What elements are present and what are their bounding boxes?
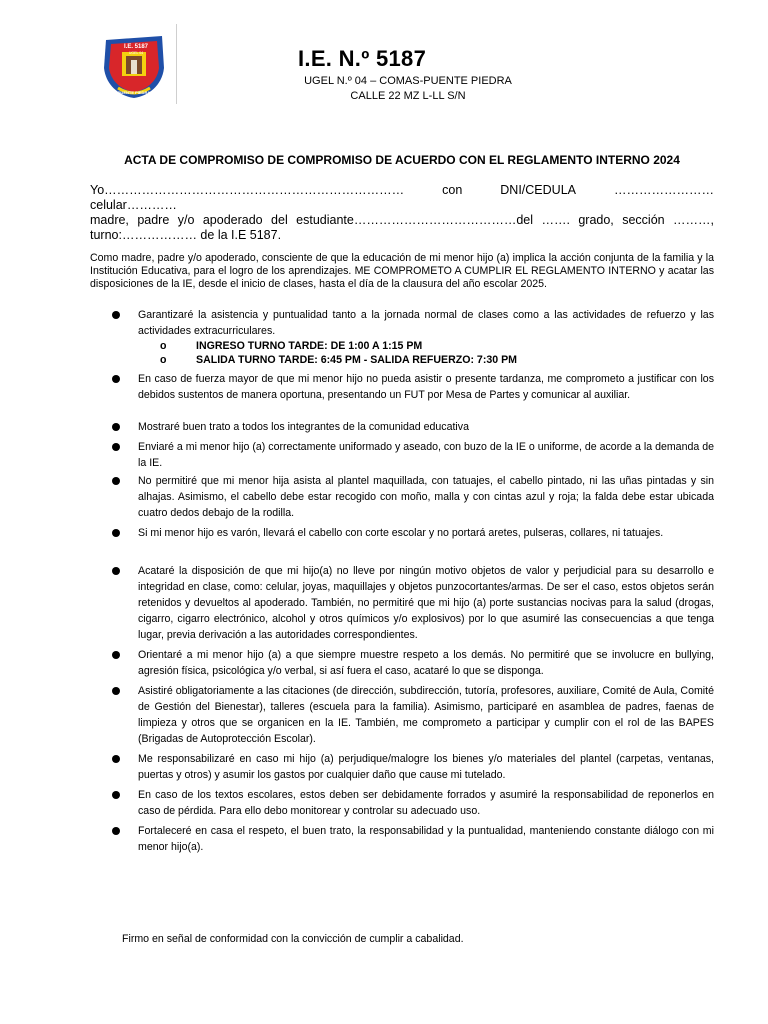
dni-blank: ……………………: [613, 183, 714, 197]
commitment-item: [112, 787, 714, 819]
commitment-text: Garantizaré la asistencia y puntualidad tanto a la jornada normal de clases como a las actividades de refuerzo y las actividades extracurriculares.: [138, 309, 714, 337]
commitment-item: [112, 683, 714, 747]
commitment-text: Me responsabilizaré en caso mi hijo (a) perjudique/malogre los bienes y/o materiales del plantel (carpetas, ventanas, puertas y otros) y asumir los gastos por cualquier daño que cause mi tutelado.: [138, 753, 714, 781]
bullet-icon: [112, 827, 120, 835]
bullet-icon: [112, 755, 120, 763]
bullet-icon: [112, 477, 120, 485]
bullet-icon: [112, 375, 120, 383]
school-title: I.E. N.º 5187: [298, 46, 427, 71]
schedule-subitem: [138, 339, 714, 353]
con-label: con: [442, 183, 463, 197]
intro-paragraph: Como madre, padre y/o apoderado, consciente de que la educación de mi menor hijo (a) implica la acción conjunta de la familia y la Institución Educativa, para el logro de los aprendizajes. ME COMPROMETO A CUMPLIR EL REGLAMENTO INTERNO y acatar las disposiciones de la IE, desde el inicio de clases, hasta el día de la clausura del año escolar 2025.: [90, 252, 714, 291]
school-crest-icon: [100, 30, 168, 100]
commitment-text: Asistiré obligatoriamente a las citaciones (de dirección, subdirección, tutoría, profesores, auxiliare, Comité de Aula, Comité de Gestión del Bienestar), talleres (escuela para la familia). Asimismo, participaré en asamblea de padres, faenas de limpieza y otros que se organicen en la IE. También, me comprometo a participar y cumplir con el rol de las BAPES (Brigadas de Autoprotección Escolar).: [138, 685, 714, 745]
bullet-icon: [112, 791, 120, 799]
commitment-item: [112, 439, 714, 471]
school-logo-frame: [90, 24, 177, 104]
commitment-item: [112, 751, 714, 783]
commitment-text: Fortaleceré en casa el respeto, el buen trato, la responsabilidad y la puntualidad, manteniendo constante diálogo con mi menor hijo(a).: [138, 825, 714, 853]
commitment-text: No permitiré que mi menor hija asista al plantel maquillada, con tatuajes, el cabello pintado, ni las uñas pintadas y sin alhajas. Asimismo, el cabello debe estar recogido con moño, malla y con cintas azul y roja; la falda debe estar ubicada cuatro dedos debajo de la rodilla.: [138, 475, 714, 519]
parent-info-form: [90, 183, 714, 243]
svg-text:UGEL 04: UGEL 04: [128, 51, 144, 55]
document-title: ACTA DE COMPROMISO DE COMPROMISO DE ACUERDO CON EL REGLAMENTO INTERNO 2024: [124, 153, 680, 167]
commitment-list: [112, 307, 714, 855]
form-row-student: madre, padre y/o apoderado del estudiante…………………………………del ……. grado, sección ………,: [90, 213, 714, 227]
commitment-text: En caso de fuerza mayor de que mi menor hijo no pueda asistir o presente tardanza, me comprometo a justificar con los debidos sustentos de manera oportuna, presentando un FUT por Mesa de Partes y comunicar al auxiliar.: [138, 373, 714, 401]
dni-label: DNI/CEDULA: [500, 183, 576, 197]
commitment-item: [112, 823, 714, 855]
commitment-item: [112, 419, 714, 435]
school-address-line: CALLE 22 MZ L-LL S/N: [350, 90, 466, 102]
commitment-text: Orientaré a mi menor hijo (a) a que siempre muestre respeto a los demás. No permitiré que se involucre en bullying, agresión física, psicológica y/o verbal, si así fuera el caso, acataré lo que se disponga.: [138, 649, 714, 677]
commitment-text: En caso de los textos escolares, estos deben ser debidamente forrados y asumiré la responsabilidad de reponerlos en caso de pérdida. Para ello debo monitorear y controlar su adecuado uso.: [138, 789, 714, 817]
subitem-marker: o: [160, 354, 167, 366]
bullet-icon: [112, 529, 120, 537]
bullet-icon: [112, 443, 120, 451]
form-row-turno: turno:……………… de la I.E 5187.: [90, 228, 282, 242]
commitment-item: [112, 473, 714, 521]
commitment-item: [112, 525, 714, 541]
bullet-icon: [112, 311, 120, 319]
subitem-text: INGRESO TURNO TARDE: DE 1:00 A 1:15 PM: [196, 340, 423, 352]
commitment-item: [112, 563, 714, 643]
bullet-icon: [112, 651, 120, 659]
commitment-item: [112, 307, 714, 367]
commitment-item: [112, 371, 714, 403]
commitment-item: [112, 647, 714, 679]
svg-text:I.E. 5187: I.E. 5187: [123, 44, 149, 50]
signature-statement: Firmo en señal de conformidad con la convicción de cumplir a cabalidad.: [122, 933, 464, 945]
celular-blank: celular…………: [90, 198, 177, 212]
name-blank: Yo………………………………………………………………: [90, 183, 405, 197]
form-row-name: [90, 183, 714, 198]
bullet-icon: [112, 567, 120, 575]
bullet-icon: [112, 423, 120, 431]
commitment-text: Mostraré buen trato a todos los integrantes de la comunidad educativa: [138, 421, 469, 433]
commitment-text: Enviaré a mi menor hijo (a) correctamente uniformado y aseado, con buzo de la IE o uniforme, de acorde a la demanda de la IE.: [138, 441, 714, 469]
bullet-icon: [112, 687, 120, 695]
subitem-marker: o: [160, 340, 167, 352]
commitment-text: Si mi menor hijo es varón, llevará el cabello con corte escolar y no portará aretes, pulseras, collares, ni tatuajes.: [138, 527, 664, 539]
subitem-text: SALIDA TURNO TARDE: 6:45 PM - SALIDA REFUERZO: 7:30 PM: [196, 354, 517, 366]
commitment-text: Acataré la disposición de que mi hijo(a) no lleve por ningún motivo objetos de valor y perjudicial para su desarrollo e integridad en clase, como: celular, joyas, maquillajes y objetos punzocortantes/armas. De ser el caso, estos objetos serán retenidos y devueltos al apoderado. También, no permitiré que mi hijo (a) porte sustancias nocivas para la salud (drogas, cigarro, cigarro electrónico, alcohol y otros químicos y/o explosivos) por lo que asumiré las consecuencias a que tenga lugar, previa derivación a las autoridades correspondientes.: [138, 565, 714, 641]
schedule-subitem: [138, 353, 714, 367]
svg-text:PUENTE PIEDRA: PUENTE PIEDRA: [117, 90, 151, 95]
school-ugel-line: UGEL N.º 04 – COMAS-PUENTE PIEDRA: [304, 75, 512, 87]
